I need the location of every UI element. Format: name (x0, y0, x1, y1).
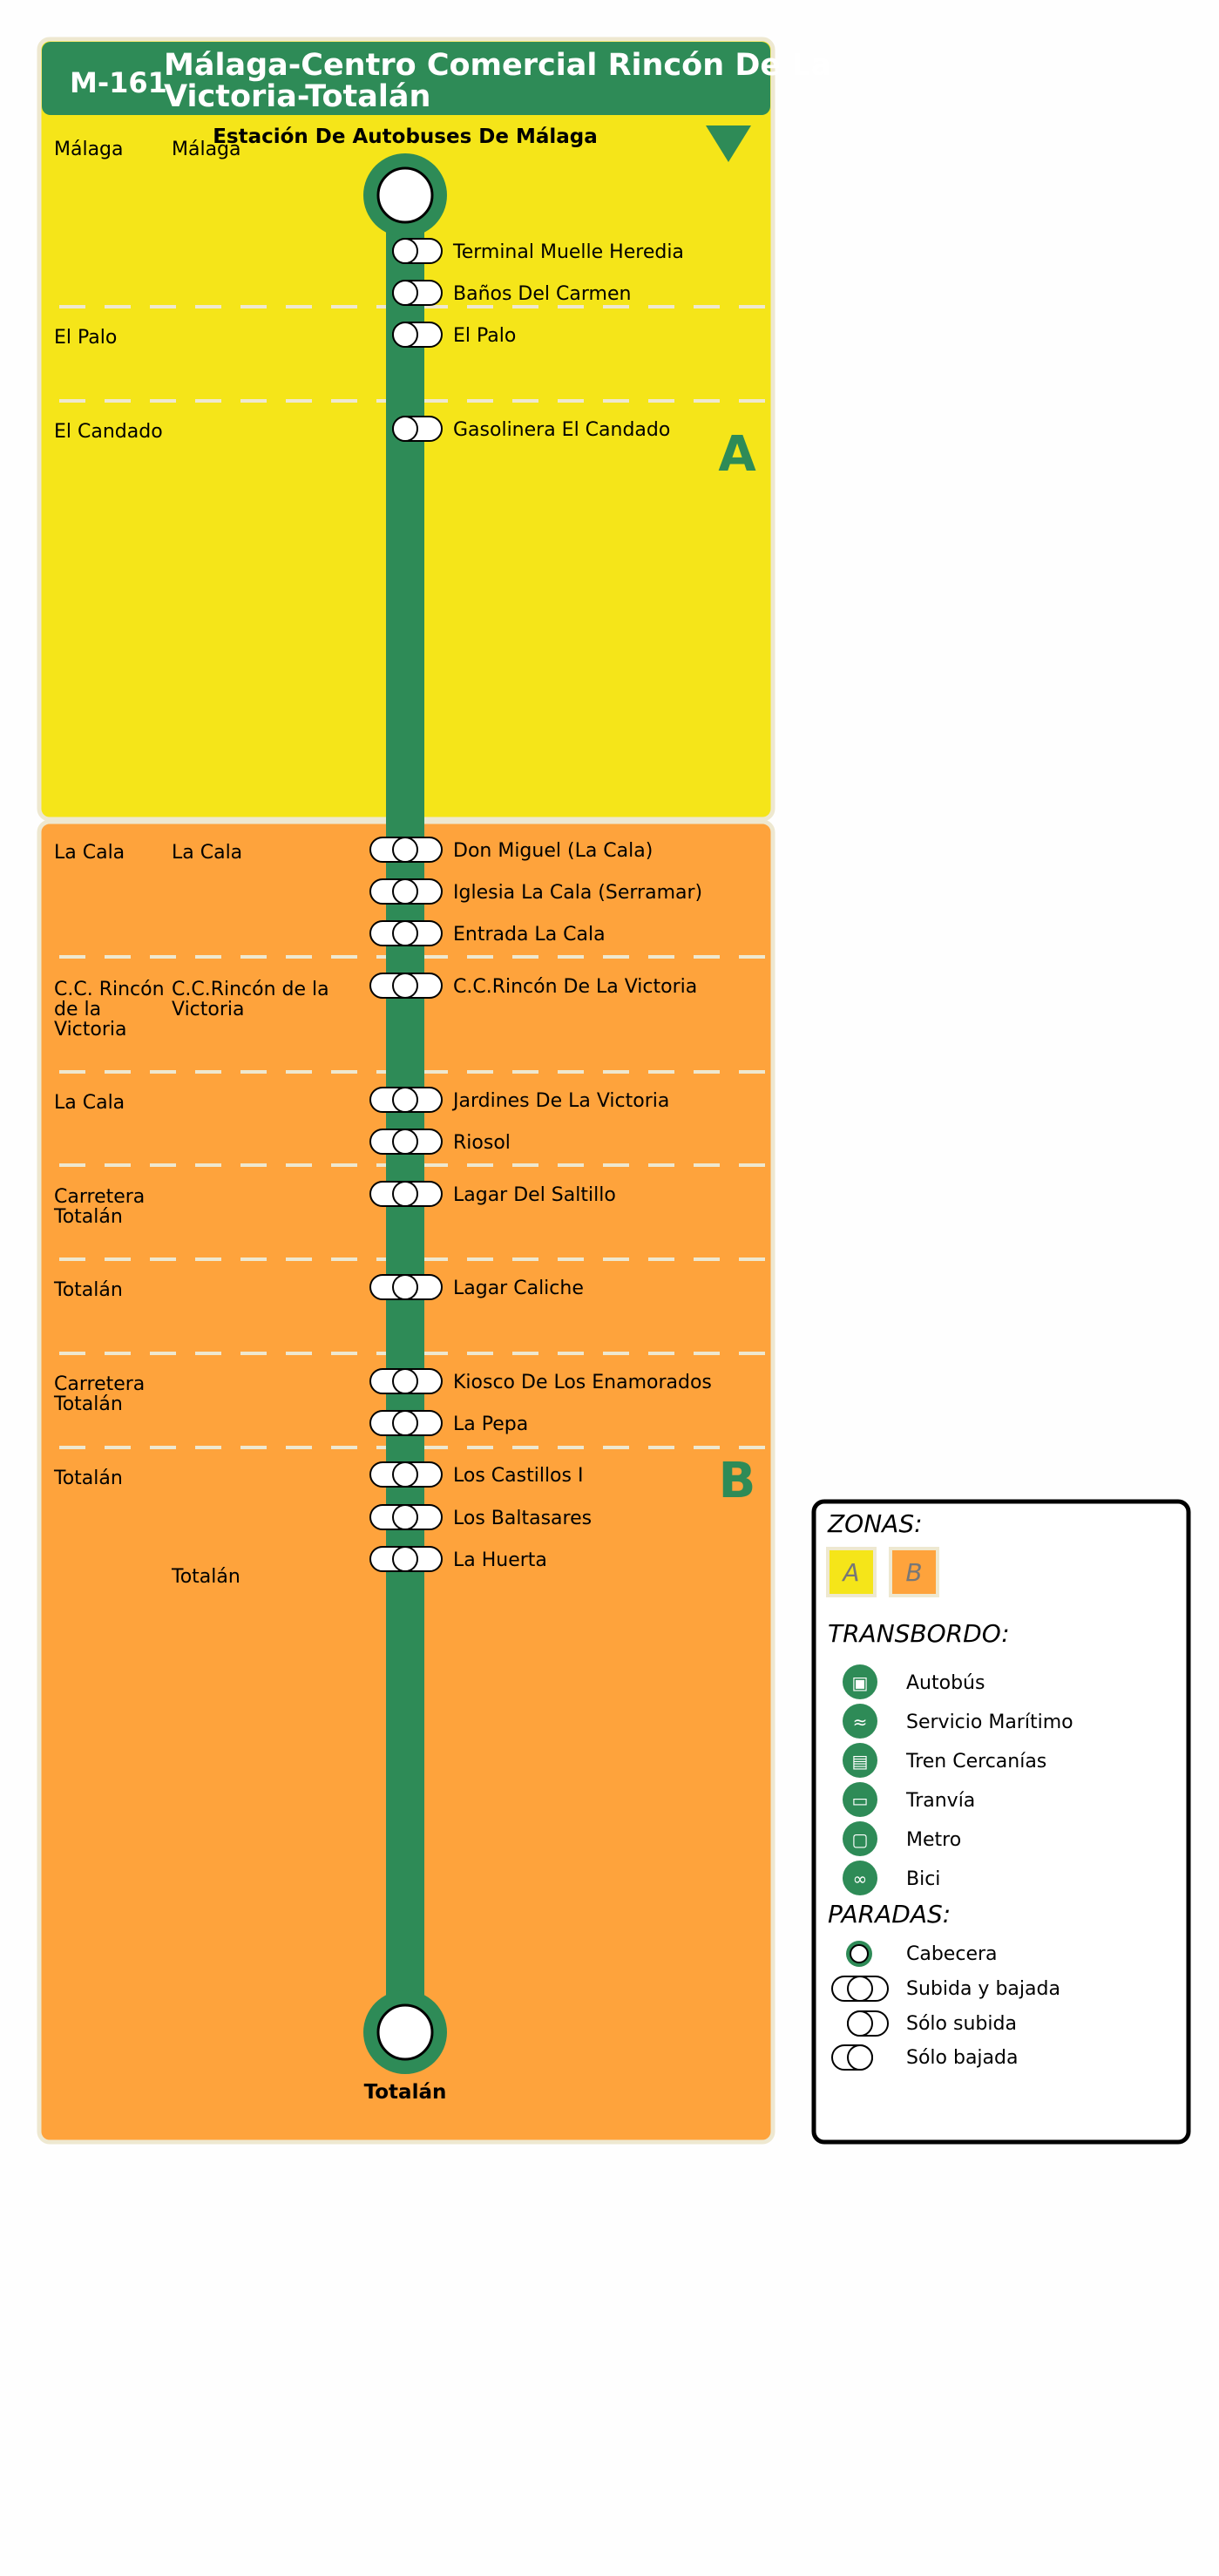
locality-label: Totalán (54, 1279, 123, 1301)
stop-name: Terminal Muelle Heredia (453, 241, 684, 263)
both-ways-stop-icon-inner (848, 1976, 872, 2001)
locality-label: La Cala (54, 842, 125, 864)
route-line (386, 195, 424, 2032)
stop-name: Los Baltasares (453, 1508, 593, 1529)
stop-name: Iglesia La Cala (Serramar) (453, 882, 703, 904)
end-terminal-inner (378, 2005, 432, 2059)
stop-marker (393, 879, 417, 904)
stop-15[interactable] (370, 1462, 583, 1487)
stop-name: C.C.Rincón De La Victoria (453, 976, 698, 998)
boarding-stop-icon-inner (848, 2011, 872, 2036)
legend-transbordo-title: TRANSBORDO: (828, 1619, 1010, 1648)
stop-17[interactable] (370, 1547, 547, 1571)
locality-label: El Palo (54, 327, 118, 349)
end-terminal-label: Totalán (363, 2081, 447, 2104)
municipality-label: C.C.Rincón de la Victoria (172, 979, 329, 1020)
locality-label: El Candado (54, 421, 163, 443)
legend-transbordo-label: Tranvía (906, 1790, 976, 1812)
stop-name: Lagar Caliche (453, 1278, 584, 1299)
legend-zone-b-letter: B (905, 1558, 923, 1587)
locality-label: Carretera Totalán (54, 1373, 146, 1415)
legend-transbordo-label: Servicio Marítimo (906, 1712, 1073, 1733)
stop-marker (393, 1505, 417, 1529)
stop-4[interactable] (393, 417, 670, 441)
legend-transbordo-label: Metro (906, 1829, 962, 1851)
stop-marker (393, 1411, 417, 1435)
locality-label: C.C. Rincón de la Victoria (54, 979, 165, 1041)
metro-icon-glyph: ▢ (851, 1829, 869, 1850)
stop-marker (393, 973, 417, 998)
route-title-line2: Victoria-Totalán (164, 79, 431, 114)
route-title-line1: Málaga-Centro Comercial Rincón De La (164, 48, 832, 83)
stop-11[interactable] (370, 1182, 616, 1206)
stop-marker (393, 1369, 417, 1393)
legend-box (814, 1502, 1189, 2142)
stop-name: Baños Del Carmen (453, 283, 632, 305)
stop-name: La Pepa (453, 1413, 529, 1435)
stop-13[interactable] (370, 1369, 712, 1393)
stop-marker (393, 1088, 417, 1112)
ferry-icon-glyph: ≈ (852, 1712, 868, 1732)
stop-name: El Palo (453, 325, 517, 347)
legend-transbordo-label: Autobús (906, 1672, 985, 1694)
legend-transbordo-label: Bici (906, 1868, 941, 1890)
stop-6[interactable] (370, 879, 702, 904)
stop-marker (393, 921, 417, 946)
legend-zonas-title: ZONAS: (828, 1509, 923, 1538)
legend (814, 1502, 1189, 2142)
stop-marker (393, 837, 417, 862)
stop-3[interactable] (393, 322, 516, 347)
legend-paradas-label-1: Subida y bajada (906, 1978, 1060, 2000)
legend-paradas-label-2: Sólo subida (906, 2013, 1017, 2035)
stop-name: La Huerta (453, 1549, 547, 1571)
stop-12[interactable] (370, 1275, 584, 1299)
locality-label: Málaga (54, 139, 124, 160)
municipality-label: La Cala (172, 842, 243, 864)
stop-marker (393, 1462, 417, 1487)
alighting-stop-icon-inner (848, 2045, 872, 2070)
stop-5[interactable] (370, 837, 653, 862)
stop-marker (393, 1129, 417, 1154)
legend-transbordo-label: Tren Cercanías (906, 1751, 1047, 1773)
locality-label: Carretera Totalán (54, 1186, 146, 1228)
legend-paradas-label-3: Sólo bajada (906, 2047, 1019, 2069)
stop-7[interactable] (370, 921, 606, 946)
stop-name: Entrada La Cala (453, 924, 606, 946)
stop-1[interactable] (393, 239, 684, 263)
stop-name: Kiosco De Los Enamorados (453, 1372, 712, 1393)
tram-icon-glyph: ▭ (851, 1790, 869, 1811)
zone-b-letter: B (718, 1453, 756, 1509)
start-terminal-inner (378, 168, 432, 222)
bike-icon-glyph: ∞ (852, 1868, 868, 1889)
locality-label: La Cala (54, 1092, 125, 1114)
legend-paradas-label-0: Cabecera (906, 1943, 998, 1965)
terminal-stop-icon-inner (850, 1945, 868, 1963)
stop-marker (393, 1547, 417, 1571)
train-icon-glyph: ▤ (851, 1751, 869, 1772)
stop-9[interactable] (370, 1088, 669, 1112)
municipality-label: Málaga (172, 139, 241, 160)
locality-label: Totalán (54, 1468, 123, 1489)
stop-8[interactable] (370, 973, 697, 998)
stop-marker (393, 281, 417, 305)
stop-name: Los Castillos I (453, 1465, 584, 1487)
stop-marker (393, 1182, 417, 1206)
legend-zone-a-letter: A (843, 1558, 860, 1587)
stop-2[interactable] (393, 281, 631, 305)
bus-icon-glyph: ▣ (851, 1672, 869, 1693)
stop-marker (393, 1275, 417, 1299)
stop-name: Riosol (453, 1132, 511, 1154)
stop-marker (393, 239, 417, 263)
municipality-label: Totalán (172, 1566, 240, 1588)
stop-16[interactable] (370, 1505, 592, 1529)
stop-marker (393, 322, 417, 347)
start-terminal-label: Estación De Autobuses De Málaga (213, 125, 598, 148)
line-code: M-161 (70, 66, 167, 99)
zone-a-letter: A (718, 426, 756, 483)
stop-name: Jardines De La Victoria (453, 1090, 670, 1112)
stop-marker (393, 417, 417, 441)
stop-name: Gasolinera El Candado (453, 419, 671, 441)
legend-paradas-title: PARADAS: (828, 1900, 951, 1929)
stop-name: Don Miguel (La Cala) (453, 840, 654, 862)
stop-name: Lagar Del Saltillo (453, 1184, 616, 1206)
